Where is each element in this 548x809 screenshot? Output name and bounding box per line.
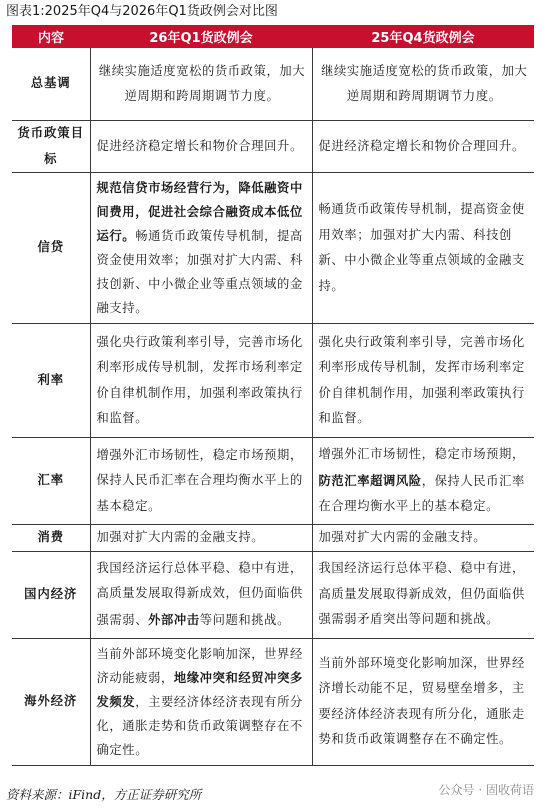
bold-text-segment: 规范信贷市场经营行为，降低融资中间费用，促进社会综合融资成本低位运行。 (96, 180, 303, 243)
text-segment: 促进经济稳定增长和物价合理回升。 (318, 138, 525, 153)
text-segment: 我国经济运行总体平稳、稳中有进，高质量发展取得新成效，但仍面临供强需弱、 (96, 560, 303, 627)
row-label: 信贷 (12, 173, 90, 324)
header-2025q4: 25年Q4货政例会 (312, 25, 534, 48)
row-label: 货币政策目标 (12, 121, 90, 173)
text-segment: 强化央行政策利率引导，完善市场化利率形成传导机制，发挥市场利率定价自律机制作用，加强利率政策执行和监督。 (318, 334, 525, 425)
bold-text-segment: 地缘冲突和经贸冲突多发频发 (96, 669, 303, 709)
text-segment: ，主要经济体经济表现有所分化，通胀走势和货币政策调整存在不确定性。 (96, 694, 303, 757)
text-segment: 我国经济运行总体平稳、稳中有进，高质量发展取得新成效，但仍面临供强需弱矛盾突出等问题和挑战。 (318, 561, 525, 627)
table-row (12, 525, 534, 552)
table-row (12, 173, 534, 324)
source-note: 资料来源：iFind，方正证券研究所 (6, 787, 202, 802)
cell-2026q1 (90, 48, 312, 121)
table-row (12, 438, 534, 525)
row-label: 汇率 (12, 438, 90, 525)
cell-2025q4 (312, 173, 534, 324)
text-segment: 继续实施适度宽松的货币政策，加大逆周期和跨周期调节力度。 (321, 63, 528, 103)
table-row (12, 324, 534, 438)
bold-text-segment: 防范汇率超调风险 (318, 472, 422, 488)
table-row (12, 551, 534, 638)
cell-2025q4 (312, 638, 534, 765)
row-label: 总基调 (12, 48, 90, 121)
row-label: 海外经济 (12, 638, 90, 765)
cell-2026q1 (90, 324, 312, 438)
text-segment: 当前外部环境变化影响加深，世界经济增长动能不足，贸易壁垒增多，主要经济体经济表现有所分化，通胀走势和货币政策调整存在不确定性。 (318, 655, 525, 746)
cell-2025q4 (312, 48, 534, 121)
text-segment: 加强对扩大内需的金融支持。 (318, 530, 487, 544)
cell-2026q1 (90, 525, 312, 552)
comparison-table (12, 25, 534, 766)
text-segment: 畅通货币政策传导机制，提高资金使用效率；加强对扩大内需、科技创新、中小微企业等重点领域的金融支持。 (318, 202, 525, 293)
table-row (12, 638, 534, 765)
cell-2026q1 (90, 638, 312, 765)
cell-2026q1 (90, 173, 312, 324)
text-segment: 促进经济稳定增长和物价合理回升。 (96, 138, 303, 153)
header-content: 内容 (12, 25, 90, 48)
text-segment: 等问题和挑战。 (199, 612, 290, 627)
text-segment: 加强对扩大内需的金融支持。 (96, 530, 265, 544)
cell-2025q4 (312, 324, 534, 438)
text-segment: ，保持人民币汇率在合理均衡水平上的基本稳定。 (318, 473, 525, 514)
cell-2025q4 (312, 525, 534, 552)
cell-2026q1 (90, 551, 312, 638)
row-label: 消费 (12, 525, 90, 552)
table-header-row (12, 25, 534, 48)
cell-2025q4 (312, 438, 534, 525)
text-segment: 增强外汇市场韧性，稳定市场预期， (318, 447, 525, 462)
text-segment: 畅通货币政策传导机制，提高资金使用效率；加强对扩大内需、科技创新、中小微企业等重点领域的金融支持。 (96, 229, 303, 315)
row-label: 利率 (12, 324, 90, 438)
table-row (12, 121, 534, 173)
text-segment: 当前外部环境变化影响加深，世界经济动能疲弱， (96, 646, 303, 685)
cell-2025q4 (312, 121, 534, 173)
watermark: 公众号 · 固收荷语 (438, 783, 534, 797)
text-segment: 增强外汇市场韧性，稳定市场预期，保持人民币汇率在合理均衡水平上的基本稳定。 (96, 447, 303, 513)
row-label: 国内经济 (12, 551, 90, 638)
cell-2026q1 (90, 121, 312, 173)
text-segment: 继续实施适度宽松的货币政策，加大逆周期和跨周期调节力度。 (98, 63, 306, 103)
text-segment: 强化央行政策利率引导，完善市场化利率形成传导机制，发挥市场利率定价自律机制作用，加强利率政策执行和监督。 (96, 334, 303, 425)
figure-caption: 图表1:2025年Q4与2026年Q1货政例会对比图 (6, 4, 278, 19)
table-row (12, 48, 534, 121)
bold-text-segment: 外部冲击 (148, 611, 200, 627)
cell-2025q4 (312, 551, 534, 638)
header-2026q1: 26年Q1货政例会 (90, 25, 312, 48)
cell-2026q1 (90, 438, 312, 525)
